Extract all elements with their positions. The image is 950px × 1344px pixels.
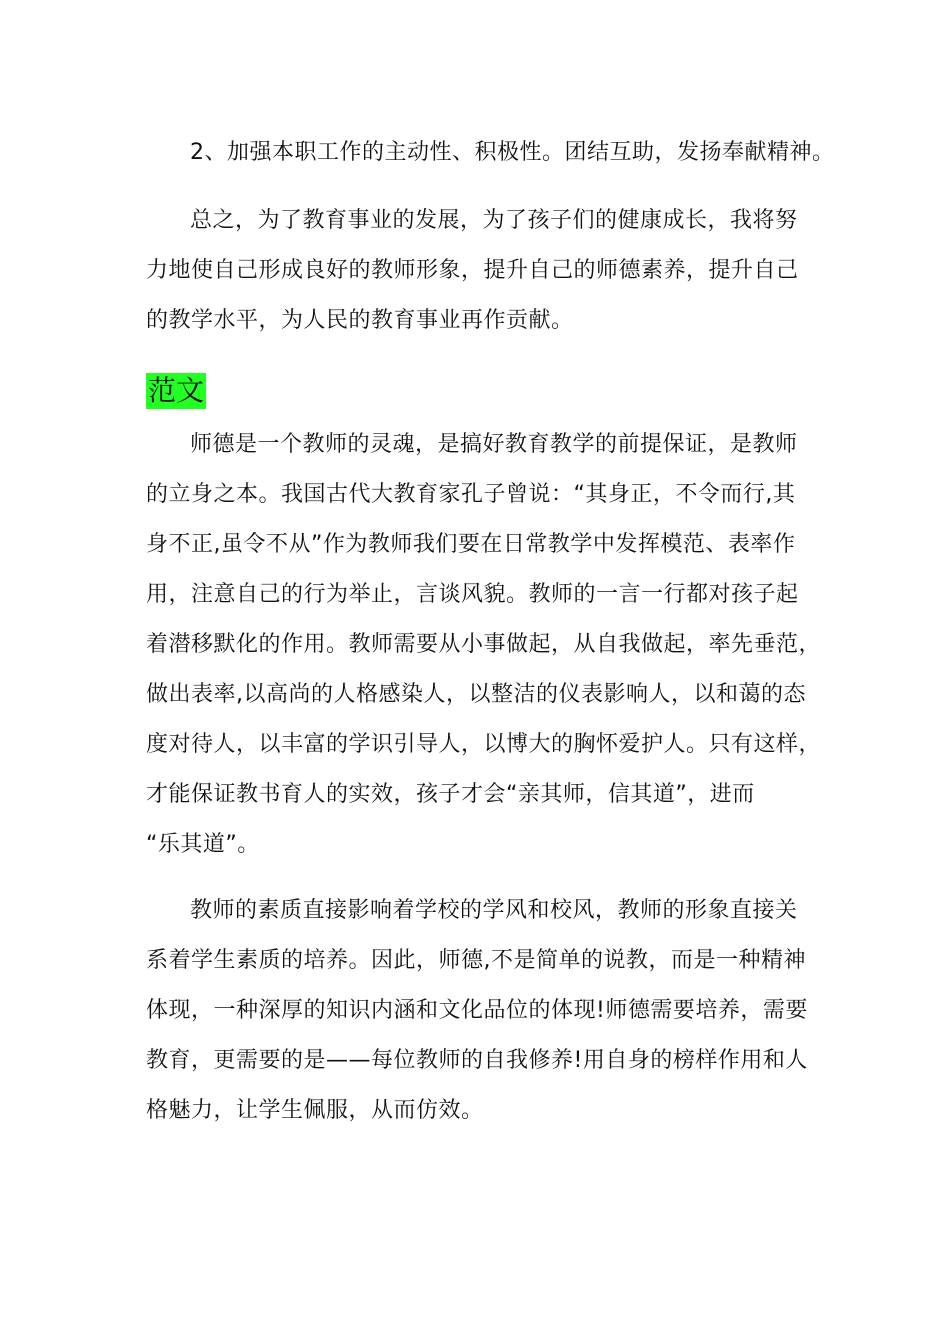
text-line-para1-4: 用，注意自己的行为举止，言谈风貌。教师的一言一行都对孩子起 [146,582,799,607]
text-line-conclusion-2: 力地使自己形成良好的教师形象，提升自己的师德素养，提升自己 [146,258,799,283]
text-line-para1-3: 身不正,虽令不从”作为教师我们要在日常教学中发挥模范、表率作 [146,532,796,557]
text-line-para1-8: 才能保证教书育人的实效，孩子才会“亲其师，信其道”，进而 [146,782,755,807]
text-line-list-item-2: 2、加强本职工作的主动性、积极性。团结互助，发扬奉献精神。 [190,140,835,165]
text-line-para1-5: 着潜移默化的作用。教师需要从小事做起，从自我做起，率先垂范， [146,632,822,657]
text-line-para2-4: 教育，更需要的是——每位教师的自我修养!用自身的榜样作用和人 [146,1048,808,1073]
section-heading-highlighted: 范文 [148,374,205,407]
text-line-para1-1: 师德是一个教师的灵魂，是搞好教育教学的前提保证，是教师 [190,432,798,457]
text-line-para2-3: 体现，一种深厚的知识内涵和文化品位的体现!师德需要培养，需要 [146,998,808,1023]
text-line-para1-7: 度对待人，以丰富的学识引导人，以博大的胸怀爱护人。只有这样， [146,732,822,757]
text-line-para2-2: 系着学生素质的培养。因此，师德,不是简单的说教，而是一种精神 [146,948,806,973]
text-line-para1-9: “乐其道”。 [146,832,260,857]
text-line-conclusion-1: 总之，为了教育事业的发展，为了孩子们的健康成长，我将努 [190,208,798,233]
text-line-para2-5: 格魅力，让学生佩服，从而仿效。 [146,1098,484,1123]
text-line-conclusion-3: 的教学水平，为人民的教育事业再作贡献。 [146,308,574,333]
text-line-para1-2: 的立身之本。我国古代大教育家孔子曾说：“其身正，不令而行,其 [146,482,796,507]
text-line-para2-1: 教师的素质直接影响着学校的学风和校风，教师的形象直接关 [190,898,798,923]
text-line-para1-6: 做出表率,以高尚的人格感染人，以整洁的仪表影响人，以和蔼的态 [146,682,806,707]
